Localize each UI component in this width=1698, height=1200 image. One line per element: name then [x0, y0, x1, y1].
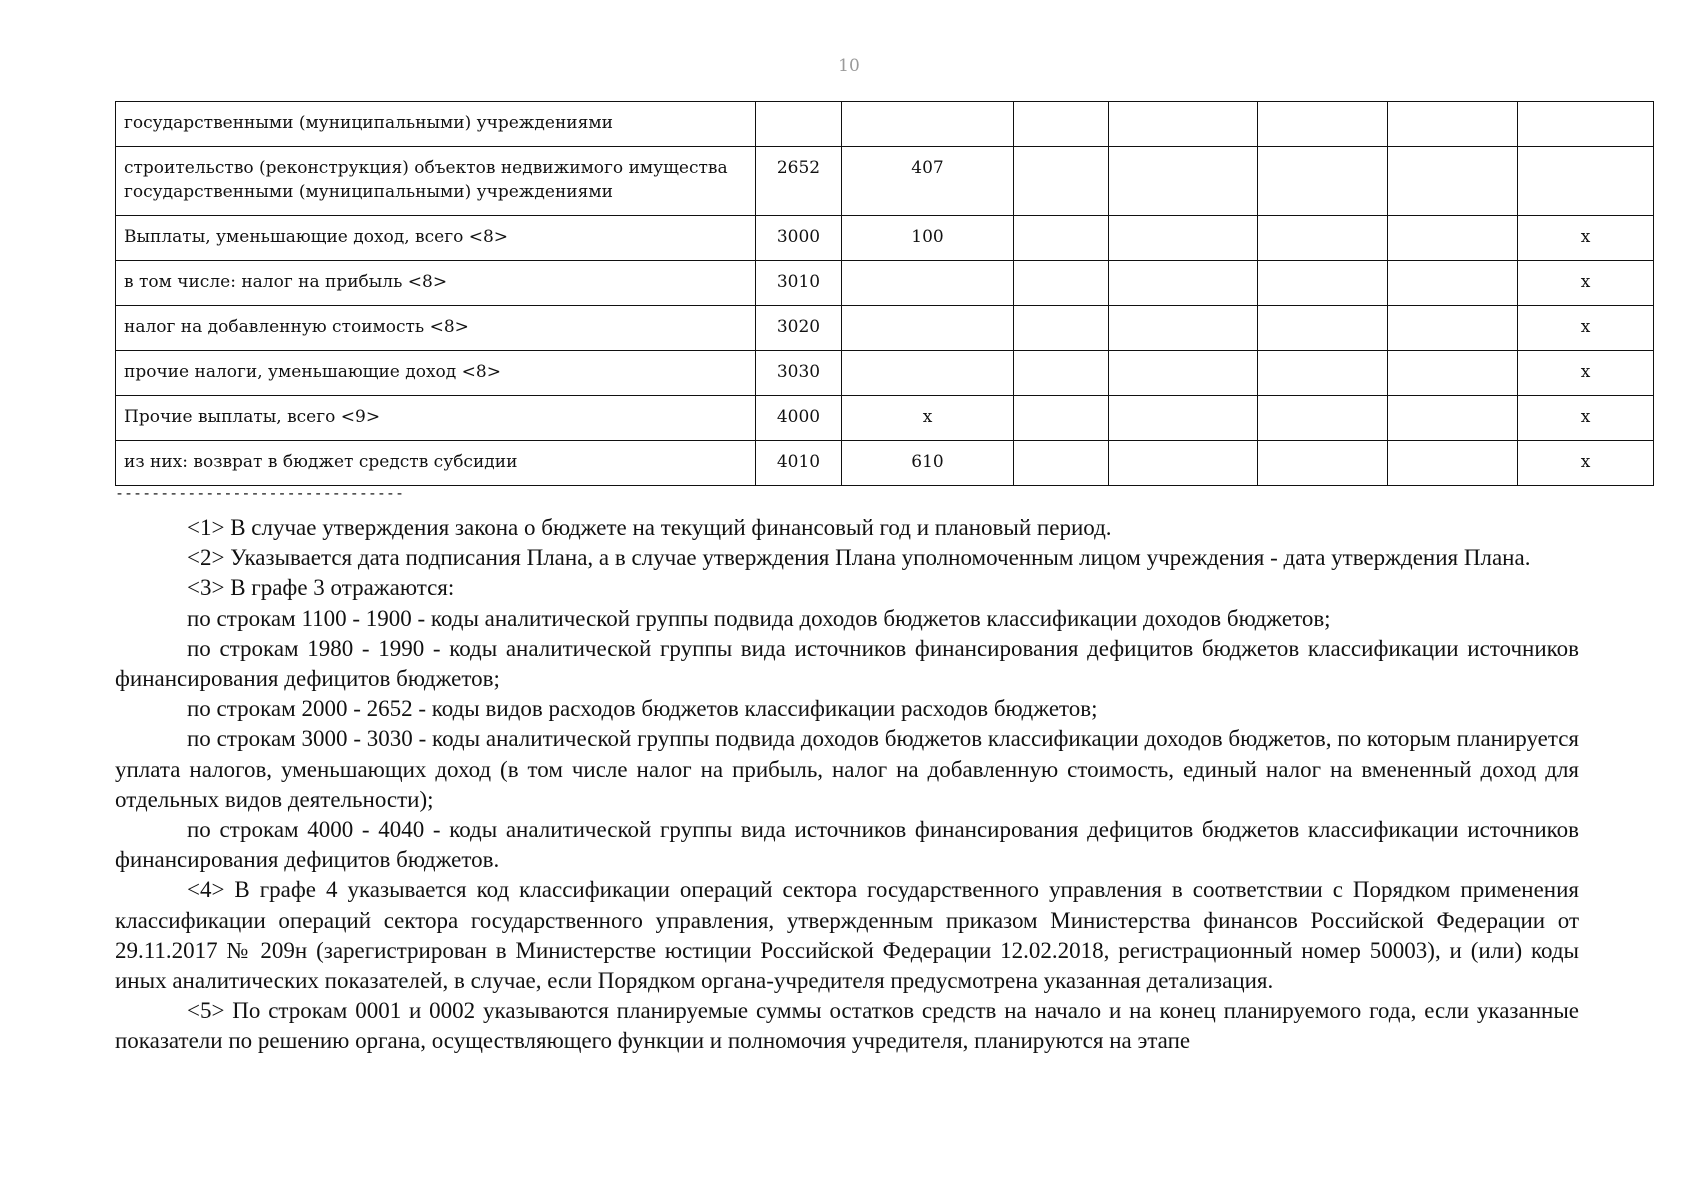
row-name: из них: возврат в бюджет средств субсидии [116, 441, 756, 486]
row-name: строительство (реконструкция) объектов недвижимого имущества государственными (муниципальными) учреждениями [116, 147, 756, 216]
table-cell [1258, 216, 1388, 261]
row-last: x [1518, 306, 1654, 351]
row-kosgu [842, 261, 1014, 306]
row-code: 3010 [756, 261, 842, 306]
table-cell [1258, 306, 1388, 351]
footnote-3: <3> В графе 3 отражаются: [187, 575, 455, 601]
footnote-3-item: по строкам 2000 - 2652 - коды видов расходов бюджетов классификации расходов бюджетов; [187, 696, 1098, 722]
row-last [1518, 102, 1654, 147]
table-cell [1388, 351, 1518, 396]
table-cell [1014, 306, 1109, 351]
table-cell [1258, 261, 1388, 306]
table-cell [1258, 102, 1388, 147]
row-code: 3030 [756, 351, 842, 396]
footnote-5: <5> По строкам 0001 и 0002 указываются планируемые суммы остатков средств на начало и на конец планируемого года, если указанные показатели по решению органа, осуществляющего функции и полномочия учредителя, планируются на этапе [115, 998, 1579, 1054]
table-cell [1014, 102, 1109, 147]
table-cell [1109, 102, 1258, 147]
row-last: x [1518, 351, 1654, 396]
footnotes [115, 513, 1579, 1057]
row-last: x [1518, 396, 1654, 441]
row-code: 4000 [756, 396, 842, 441]
table-cell [1014, 351, 1109, 396]
footnote-3-item: по строкам 3000 - 3030 - коды аналитической группы подвида доходов бюджетов классификации доходов бюджетов, по которым планируется уплата налогов, уменьшающих доход (в том числе налог на прибыль, налог на добавленную стоимость, единый налог на вмененный доход для отдельных видов деятельности); [115, 726, 1579, 812]
row-name: Выплаты, уменьшающие доход, всего <8> [116, 216, 756, 261]
table-cell [1109, 396, 1258, 441]
table-cell [1388, 306, 1518, 351]
table-cell [1258, 147, 1388, 216]
footnote-3-item: по строкам 1980 - 1990 - коды аналитической группы вида источников финансирования дефицитов бюджетов классификации источников финансирования дефицитов бюджетов; [115, 635, 1579, 692]
table-cell [1258, 441, 1388, 486]
table-row [116, 216, 1654, 261]
row-code: 2652 [756, 147, 842, 216]
footnote-separator: -------------------------------- [115, 484, 404, 502]
table-cell [1388, 102, 1518, 147]
row-kosgu [842, 102, 1014, 147]
table-cell [1014, 261, 1109, 306]
row-kosgu: 100 [842, 216, 1014, 261]
plan-table [115, 101, 1654, 486]
footnote-2: <2> Указывается дата подписания Плана, а в случае утверждения Плана уполномоченным лицом учреждения - дата утверждения Плана. [187, 545, 1531, 571]
table-cell [1388, 261, 1518, 306]
table-cell [1258, 396, 1388, 441]
row-kosgu: 610 [842, 441, 1014, 486]
row-last: x [1518, 261, 1654, 306]
table-cell [1109, 261, 1258, 306]
row-name: прочие налоги, уменьшающие доход <8> [116, 351, 756, 396]
table-cell [1109, 441, 1258, 486]
table-row [116, 441, 1654, 486]
row-name: налог на добавленную стоимость <8> [116, 306, 756, 351]
row-name: Прочие выплаты, всего <9> [116, 396, 756, 441]
table-row [116, 147, 1654, 216]
table-cell [1014, 147, 1109, 216]
footnote-3-item: по строкам 1100 - 1900 - коды аналитической группы подвида доходов бюджетов классификации доходов бюджетов; [187, 605, 1331, 631]
footnote-3-item: по строкам 4000 - 4040 - коды аналитической группы вида источников финансирования дефицитов бюджетов классификации источников финансирования дефицитов бюджетов. [115, 817, 1579, 873]
table-row [116, 306, 1654, 351]
row-name: в том числе: налог на прибыль <8> [116, 261, 756, 306]
table-cell [1109, 306, 1258, 351]
page-number: 10 [838, 56, 860, 76]
table-cell [1388, 396, 1518, 441]
row-last: x [1518, 441, 1654, 486]
table-cell [1388, 147, 1518, 216]
row-code [756, 102, 842, 147]
table-cell [1109, 147, 1258, 216]
table-cell [1014, 216, 1109, 261]
table-row [116, 396, 1654, 441]
row-code: 4010 [756, 441, 842, 486]
table-cell [1388, 216, 1518, 261]
table-cell [1109, 351, 1258, 396]
row-name: государственными (муниципальными) учреждениями [116, 102, 756, 147]
row-last [1518, 147, 1654, 216]
row-kosgu [842, 306, 1014, 351]
row-kosgu: x [842, 396, 1014, 441]
table-cell [1109, 216, 1258, 261]
table-row [116, 261, 1654, 306]
table-cell [1014, 396, 1109, 441]
row-last: x [1518, 216, 1654, 261]
table-cell [1388, 441, 1518, 486]
footnote-4: <4> В графе 4 указывается код классификации операций сектора государственного управления в соответствии с Порядком применения классификации операций сектора государственного управления, утвержденным приказом Министерства финансов Российской Федерации от 29.11.2017 № 209н (зарегистрирован в Министерстве юстиции Российской Федерации 12.02.2018, регистрационный номер 50003), и (или) коды иных аналитических показателей, в случае, если Порядком органа-учредителя предусмотрена указанная детализация. [115, 877, 1579, 994]
table-cell [1014, 441, 1109, 486]
table-cell [1258, 351, 1388, 396]
row-kosgu: 407 [842, 147, 1014, 216]
table-row [116, 102, 1654, 147]
row-code: 3000 [756, 216, 842, 261]
row-kosgu [842, 351, 1014, 396]
footnote-1: <1> В случае утверждения закона о бюджете на текущий финансовый год и плановый период. [187, 515, 1112, 540]
table-row [116, 351, 1654, 396]
row-code: 3020 [756, 306, 842, 351]
